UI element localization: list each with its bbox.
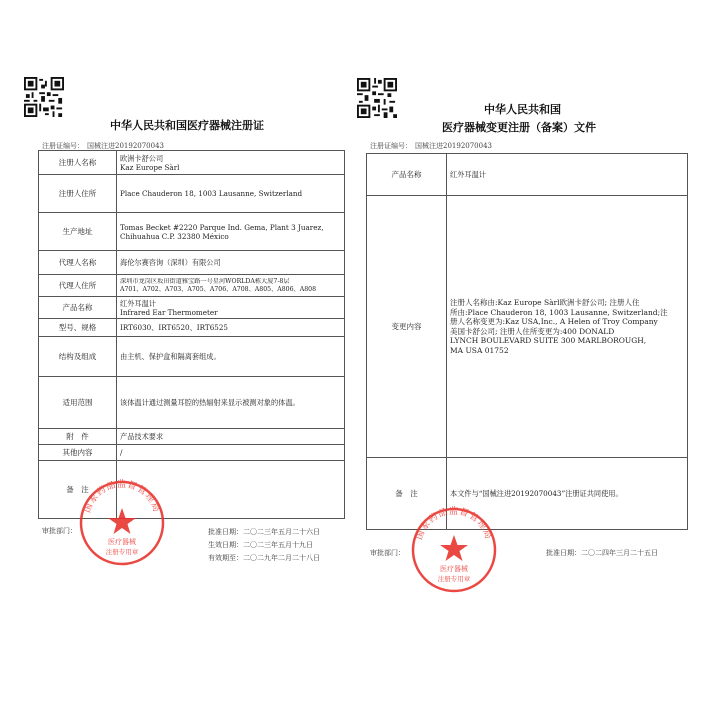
field-label: 产品名称: [367, 154, 447, 196]
field-value: 该体温计通过测量耳腔的热辐射来显示被测对象的体温。: [117, 377, 345, 429]
star-icon: [108, 508, 136, 534]
table-row: [39, 377, 345, 429]
approval-department: 审批部门：: [42, 527, 77, 535]
registration-number: [370, 141, 492, 151]
change-table: [366, 153, 688, 530]
approval-date: 批准日期：二〇二四年三月二十五日: [546, 549, 658, 557]
approval-date: 批准日期：二〇二三年五月二十六日: [208, 528, 320, 536]
qr-code: [357, 78, 397, 118]
field-label: 产品名称: [39, 297, 117, 319]
certificate-title: 中华人民共和国医疗器械注册证: [110, 119, 264, 132]
star-icon: [440, 535, 468, 561]
field-label: 其他内容: [39, 445, 117, 461]
table-row: [39, 251, 345, 275]
official-seal: [77, 478, 167, 568]
field-value: 由主机、保护盒和隔离套组成。: [117, 337, 345, 377]
field-value: 红外耳温计 Infrared Ear Thermometer: [117, 297, 345, 319]
field-value: 欧洲卡舒公司 Kaz Europe Sàrl: [117, 151, 345, 175]
field-value: 产品技术要求: [117, 429, 345, 445]
field-value: Place Chauderon 18, 1003 Lausanne, Switzerland: [117, 175, 345, 213]
field-label: 注册人住所: [39, 175, 117, 213]
field-label: 代理人住所: [39, 275, 117, 297]
seal-line2: 注册专用章: [105, 548, 139, 556]
field-value: 红外耳温计: [447, 154, 688, 196]
expiry-date: 有效期至：二〇二九年二月二十八日: [208, 554, 320, 562]
table-row: [39, 175, 345, 213]
field-label: 变更内容: [367, 196, 447, 458]
field-value: /: [117, 445, 345, 461]
field-value: Tomas Becket #2220 Parque Ind. Gema, Plant 3 Juarez, Chihuahua C.P. 32380 México: [117, 213, 345, 251]
field-label: 结构及组成: [39, 337, 117, 377]
field-label: 型号、规格: [39, 319, 117, 337]
seal-arc-text: 国家药品监督管理局: [82, 479, 162, 515]
field-value: 深圳市龙岗区坂田街道雅宝路一号星河WORLDA栋大厦7-8层 A701、A702、A703、A705、A706、A708、A805、A806、A808: [117, 275, 345, 297]
effective-date: 生效日期：二〇二三年五月十九日: [208, 541, 313, 549]
table-row: [39, 275, 345, 297]
table-row: [39, 337, 345, 377]
field-label: 备 注: [39, 461, 117, 519]
approval-department: 审批部门：: [370, 549, 405, 557]
registration-number-value: 国械注进20192070043: [415, 142, 492, 150]
qr-code: [24, 77, 64, 117]
field-label: 备 注: [367, 458, 447, 530]
certificate-table: [38, 150, 345, 519]
field-value: 海伦尔赛咨询（深圳）有限公司: [117, 251, 345, 275]
registration-number-value: 国械注进20192070043: [87, 142, 164, 150]
field-label: 生产地址: [39, 213, 117, 251]
seal-arc-text: 国家药品监督管理局: [414, 506, 494, 542]
document-title-line1: 中华人民共和国: [484, 103, 561, 116]
seal-line1: 医疗器械: [440, 565, 468, 573]
document-title-line2: 医疗器械变更注册（备案）文件: [442, 121, 596, 134]
table-row: [39, 213, 345, 251]
table-row: [39, 319, 345, 337]
field-label: 附 件: [39, 429, 117, 445]
seal-line2: 注册专用章: [437, 575, 471, 583]
table-row: [367, 154, 688, 196]
table-row: [39, 297, 345, 319]
field-value: 本文件与“国械注进20192070043”注册证共同使用。: [447, 458, 688, 530]
seal-line1: 医疗器械: [108, 538, 136, 546]
registration-number-label: 注册证编号：: [42, 142, 84, 150]
official-seal: [409, 505, 499, 595]
table-row: [39, 429, 345, 445]
field-label: 适用范围: [39, 377, 117, 429]
field-label: 代理人名称: [39, 251, 117, 275]
registration-number-label: 注册证编号：: [370, 142, 412, 150]
table-row: [39, 151, 345, 175]
field-label: 注册人名称: [39, 151, 117, 175]
field-value: 注册人名称由:Kaz Europe Sàrl欧洲卡舒公司; 注册人住 所由:Place Chauderon 18, 1003 Lausanne, Switzerland;注 册人名称变更为:Kaz USA,Inc., A Helen of Troy Company 美国卡舒公司; 注册人住所变更为:400 DONALD LYNCH BOULEVARD SUITE 300 MARLBOROUGH, MA USA 01752: [447, 196, 688, 458]
table-row: [39, 445, 345, 461]
field-value: IRT6030、IRT6520、IRT6525: [117, 319, 345, 337]
table-row: [367, 196, 688, 458]
